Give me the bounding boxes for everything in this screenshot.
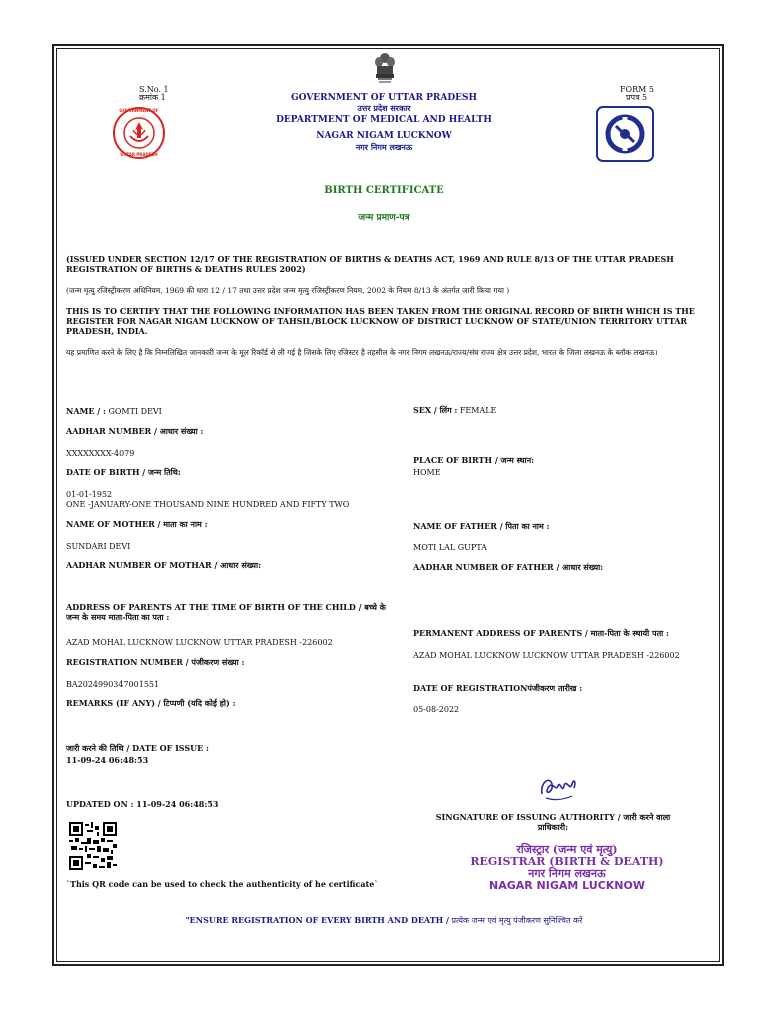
mother-aadhar-label: AADHAR NUMBER OF MOTHAR / आधार संख्या: — [66, 560, 262, 570]
permanent-address-value: AZAD MOHAL LUCKNOW LUCKNOW UTTAR PRADESH -226002 — [413, 651, 680, 660]
updated-on: UPDATED ON : 11-09-24 06:48:53 — [66, 799, 219, 809]
mother-name-label: NAME OF MOTHER / माता का नाम : — [66, 519, 208, 529]
government-title-hindi: उत्तर प्रदेश सरकार — [357, 103, 411, 113]
qr-note: `This QR code can be used to check the authenticity of he certificate` — [66, 879, 379, 889]
signature-authority-label: SINGNATURE OF ISSUING AUTHORITY / जारी करने वाला प्राधिकारी: — [435, 812, 671, 832]
department-title: DEPARTMENT OF MEDICAL AND HEALTH — [276, 115, 492, 125]
registrar-signature — [536, 772, 580, 804]
issue-date-label: जारी करने की तिथि / DATE OF ISSUE : — [66, 743, 209, 753]
nagar-nigam-title-hindi: नगर निगम लखनऊ — [355, 142, 413, 152]
certification-statement: THIS IS TO CERTIFY THAT THE FOLLOWING INFORMATION HAS BEEN TAKEN FROM THE ORIGINAL RECORD OF BIRTH WHICH IS THE REGISTER FOR NAGAR NIGAM LUCKNOW OF TAHSIL/BLOCK LUCKNOW OF DISTRICT LUCKNOW OF STATE/UNION TERRITORY UTTAR PRADESH, INDIA. — [66, 306, 695, 336]
ensure-registration-slogan — [0, 915, 768, 926]
stamp-line-english-2: NAGAR NIGAM LUCKNOW — [488, 879, 645, 892]
slogan-english: "ENSURE REGISTRATION OF EVERY BIRTH AND DEATH / — [185, 915, 449, 925]
registration-date-value: 05-08-2022 — [413, 705, 460, 714]
permanent-address-label: PERMANENT ADDRESS OF PARENTS / माता-पिता के स्थायी पता : — [413, 628, 669, 638]
aadhar-label: AADHAR NUMBER / आधार संख्या : — [66, 426, 204, 436]
issue-date-value: 11-09-24 06:48:53 — [66, 755, 149, 765]
certificate-title: BIRTH CERTIFICATE — [324, 185, 444, 196]
place-of-birth-label: PLACE OF BIRTH / जन्म स्थान: — [413, 455, 535, 465]
certification-statement-hindi: यह प्रमाणित करने के लिए है कि निम्नलिखित जानकारी जन्म के मूल रिकॉर्ड से ली गई है जिसके लिए रजिस्टर है तहसील के नगर निगम लखनऊ/राज्य/संघ राज्य क्षेत्र उत्तर प्रदेश, भारत के जिला लखनऊ के ब्लॉक लखनऊ। — [66, 348, 658, 357]
nagar-nigam-title: NAGAR NIGAM LUCKNOW — [316, 131, 452, 141]
registration-date-label: DATE OF REGISTRATIONपंजीकरण तारीख : — [413, 683, 583, 693]
father-aadhar-label: AADHAR NUMBER OF FATHER / आधार संख्या: — [413, 562, 604, 572]
place-of-birth-value: HOME — [413, 468, 441, 477]
government-title: GOVERNMENT OF UTTAR PRADESH — [290, 93, 478, 103]
verification-qr-code[interactable] — [69, 822, 117, 870]
dob-label: DATE OF BIRTH / जन्म तिथि: — [66, 467, 181, 477]
birth-address-value: AZAD MOHAL LUCKNOW LUCKNOW UTTAR PRADESH -226002 — [66, 638, 333, 647]
issued-under-statement-hindi: (जन्म मृत्यु रजिस्ट्रीकरण अधिनियम, 1969 की धारा 12 / 17 तथा उत्तर प्रदेश जन्म मृत्यु रजिस्ट्रीकरण नियम, 2002 के नियम 8/13 के अंतर्गत जारी किया गया ) — [66, 286, 510, 295]
name-value: GOMTI DEVI — [108, 407, 162, 416]
aadhar-value: XXXXXXXX-4079 — [66, 449, 135, 458]
form-number: FORM 5 — [620, 85, 654, 94]
sex-row — [413, 405, 496, 416]
birth-address-label: ADDRESS OF PARENTS AT THE TIME OF BIRTH OF THE CHILD / बच्चे के जन्म के समय माता-पिता का पता : — [66, 602, 386, 622]
nagar-nigam-logo-icon — [596, 106, 654, 162]
remarks-label: REMARKS (IF ANY) / टिप्पणी (यदि कोई हो) : — [66, 698, 236, 708]
stamp-line-english-1: REGISTRAR (BIRTH & DEATH) — [470, 855, 664, 868]
mother-name-value: SUNDARI DEVI — [66, 542, 131, 551]
registration-number-value: BA2024990347001551 — [66, 680, 160, 689]
dob-value: 01-01-1952 — [66, 490, 113, 499]
form-number-hindi: प्रपत्र 5 — [626, 93, 648, 102]
serial-number-hindi: क्रमांक 1 — [139, 93, 166, 102]
sex-value: FEMALE — [459, 406, 497, 415]
sex-label: SEX / लिंग : — [413, 405, 458, 415]
certificate-title-hindi: जन्म प्रमाण-पत्र — [358, 213, 410, 223]
dob-in-words: ONE -JANUARY-ONE THOUSAND NINE HUNDRED AND FIFTY TWO — [66, 500, 350, 509]
seal-text-top: GOVERNMENT OF — [119, 108, 159, 113]
registration-number-label: REGISTRATION NUMBER / पंजीकरण संख्या : — [66, 657, 245, 667]
stamp-line-hindi-1: रजिस्ट्रार (जन्म एवं मृत्यु) — [516, 843, 618, 856]
seal-text-bottom: UTTAR PRADESH — [120, 152, 158, 157]
registrar-stamp — [462, 843, 672, 892]
issued-under-statement: (ISSUED UNDER SECTION 12/17 OF THE REGISTRATION OF BIRTHS & DEATHS ACT, 1969 AND RULE 8/13 OF THE UTTAR PRADESH REGISTRATION OF BIRTHS & DEATHS RULES 2002) — [66, 254, 674, 274]
serial-number: S.No. 1 — [139, 85, 169, 94]
uttar-pradesh-seal-icon — [112, 106, 166, 160]
father-name-label: NAME OF FATHER / पिता का नाम : — [413, 521, 550, 531]
name-label: NAME / : — [66, 406, 106, 416]
father-name-value: MOTI LAL GUPTA — [413, 543, 487, 552]
slogan-hindi: प्रत्येक जन्म एवं मृत्यु पंजीकरण सुनिश्चित करें — [451, 916, 583, 925]
national-emblem-icon — [374, 52, 396, 86]
stamp-line-hindi-2: नगर निगम लखनऊ — [528, 867, 606, 880]
name-row — [66, 406, 162, 417]
